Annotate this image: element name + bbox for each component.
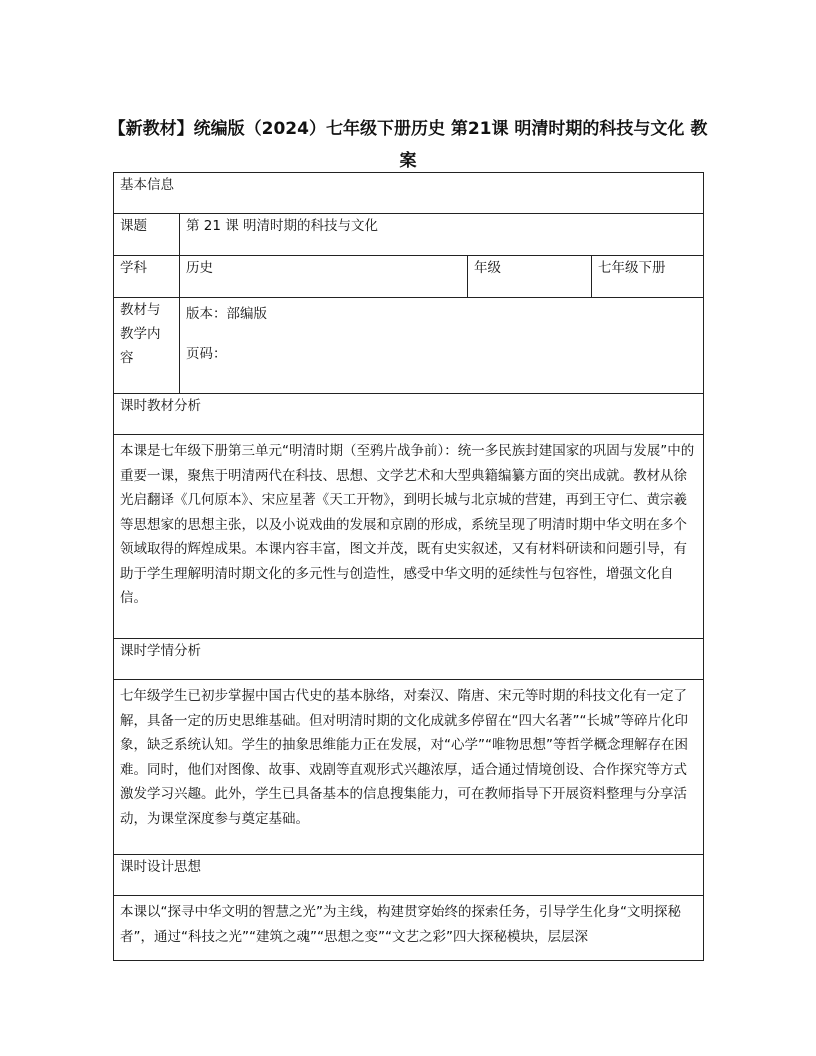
student-header-row [114,639,704,680]
topic-label: 课题 [114,214,180,256]
subject-value: 历史 [180,256,468,298]
grade-label: 年级 [468,256,592,298]
edition-text: 版本：部编版 [186,306,267,322]
analysis-cell [114,435,704,639]
basic-info-row [114,173,704,214]
student-header: 课时学情分析 [114,639,704,680]
analysis-row [114,435,704,639]
design-header-row [114,855,704,896]
lesson-info-table [113,172,704,961]
page-text: 页码： [186,346,227,362]
material-label-text: 教材与教学内容 [120,302,161,366]
design-row [114,896,704,961]
design-cell [114,896,704,961]
material-row [114,298,704,394]
page-title: 【新教材】统编版（2024）七年级下册历史 第21课 明清时期的科技与文化 教案 [108,119,708,171]
material-label [114,298,180,394]
analysis-header: 课时教材分析 [114,394,704,435]
subject-row [114,256,704,298]
design-clip [120,896,697,960]
student-text: 七年级学生已初步掌握中国古代史的基本脉络，对秦汉、隋唐、宋元等时期的科技文化有一定了解，具备一定的历史思维基础。但对明清时期的文化成就多停留在“四大名著”“长城”等碎片化印象，缺乏系统认知。学生的抽象思维能力正在发展，对“心学”“唯物思想”等哲学概念理解存在困难。同时，他们对图像、故事、戏剧等直观形式兴趣浓厚，适合通过情境创设、合作探究等方式激发学习兴趣。此外，学生已具备基本的信息搜集能力，可在教师指导下开展资料整理与分享活动，为课堂深度参与奠定基础。 [120,688,688,827]
student-row [114,680,704,855]
analysis-header-row [114,394,704,435]
grade-value: 七年级下册 [592,256,704,298]
topic-row [114,214,704,256]
basic-info-header: 基本信息 [114,173,704,214]
material-value [180,298,704,394]
subject-label: 学科 [114,256,180,298]
analysis-text: 本课是七年级下册第三单元“明清时期（至鸦片战争前）：统一多民族封建国家的巩固与发展”中的重要一课，聚焦于明清两代在科技、思想、文学艺术和大型典籍编纂方面的突出成就。教材从徐光启翻译《几何原本》、宋应星著《天工开物》，到明长城与北京城的营建，再到王守仁、黄宗羲等思想家的思想主张，以及小说戏曲的发展和京剧的形成，系统呈现了明清时期中华文明在多个领域取得的辉煌成果。本课内容丰富，图文并茂，既有史实叙述，又有材料研读和问题引导，有助于学生理解明清时期文化的多元性与创造性，感受中华文明的延续性与包容性，增强文化自信。 [120,443,695,606]
design-header: 课时设计思想 [114,855,704,896]
design-text: 本课以“探寻中华文明的智慧之光”为主线，构建贯穿始终的探索任务，引导学生化身“文明探秘者”，通过“科技之光”“建筑之魂”“思想之变”“文艺之彩”四大探秘模块，层层深 [120,904,681,945]
student-cell [114,680,704,855]
topic-value: 第 21 课 明清时期的科技与文化 [180,214,704,256]
